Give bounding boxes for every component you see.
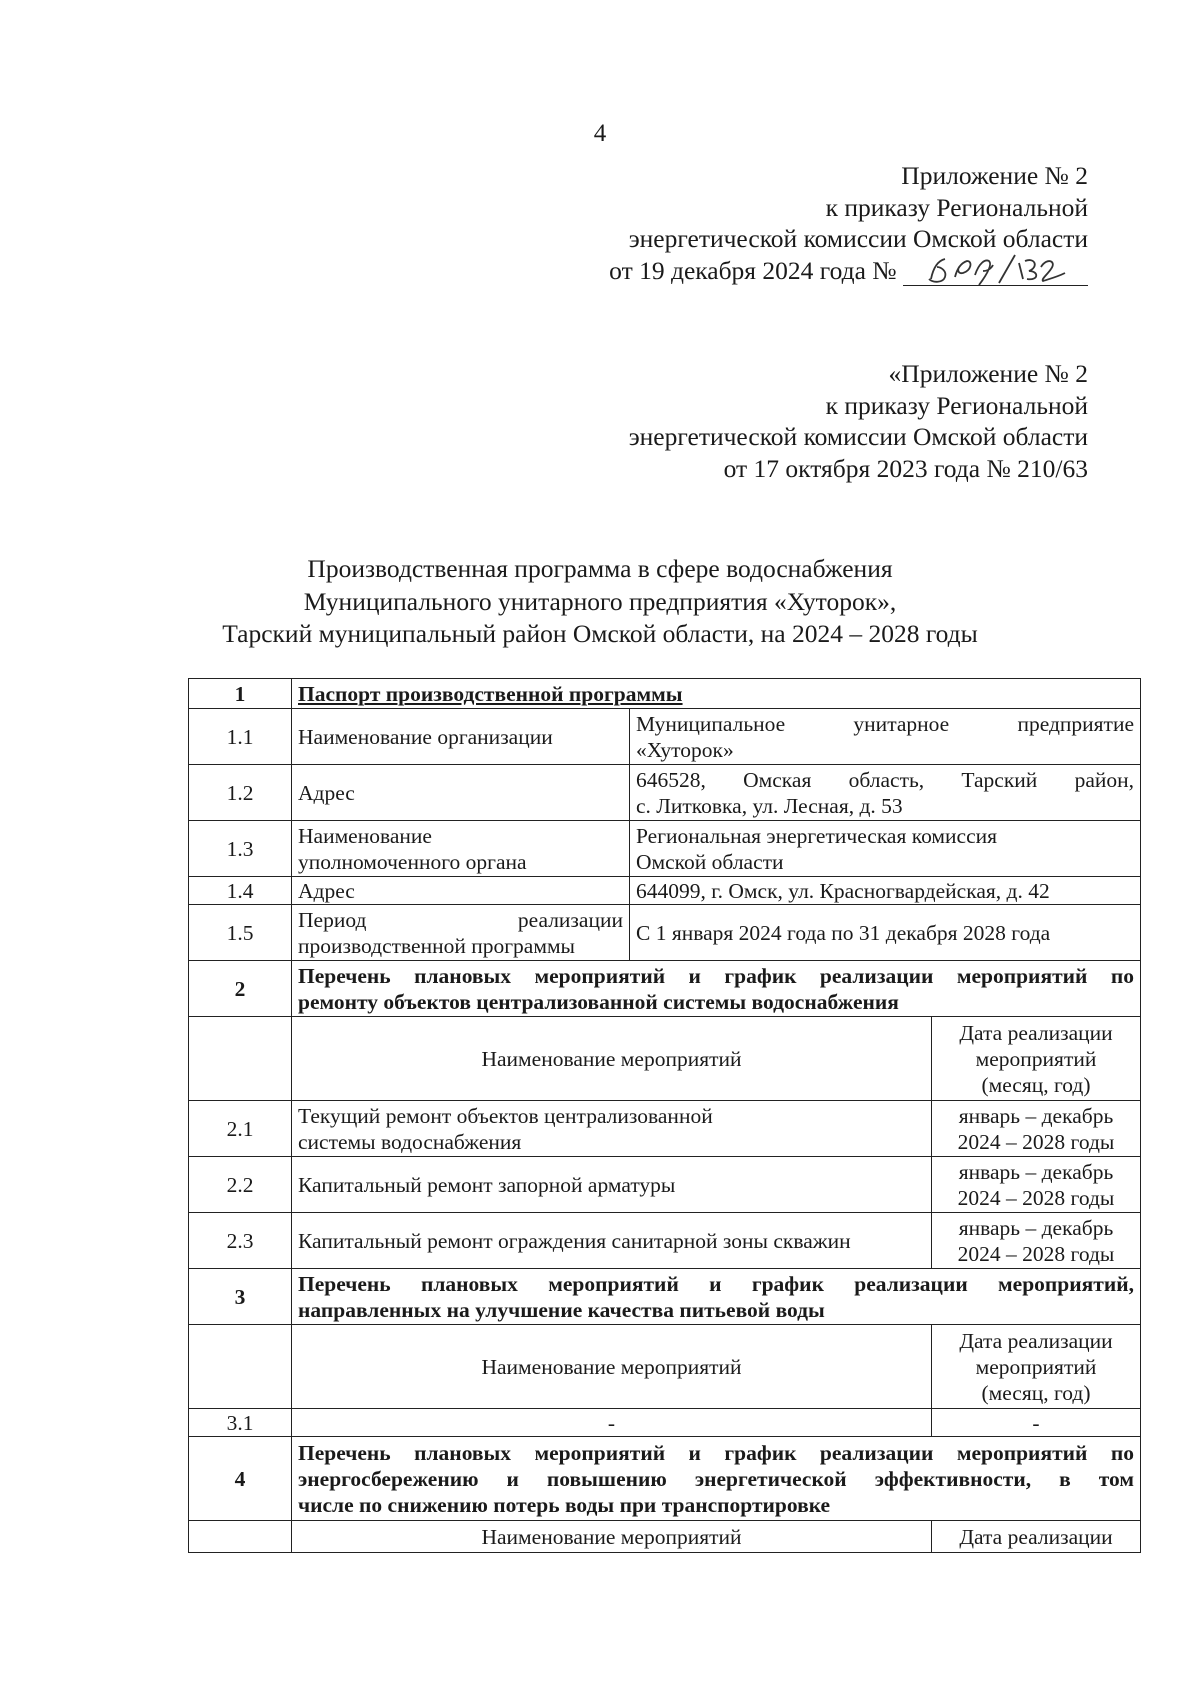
value-line: с. Литковка, ул. Лесная, д. 53 bbox=[636, 793, 903, 818]
value-line: Региональная энергетическая комиссия bbox=[636, 823, 998, 848]
row-date: - bbox=[932, 1409, 1141, 1437]
section-number: 3 bbox=[189, 1269, 292, 1325]
row-number: 3.1 bbox=[189, 1409, 292, 1437]
row-name bbox=[292, 1101, 932, 1157]
row-label: Адрес bbox=[292, 877, 630, 905]
column-header-name: Наименование мероприятий bbox=[292, 1325, 932, 1409]
appendix-order-ref: к приказу Региональной bbox=[825, 192, 1088, 222]
section-number: 4 bbox=[189, 1437, 292, 1521]
section-title: Паспорт производственной программы bbox=[292, 679, 1141, 709]
section-2-row bbox=[189, 961, 1141, 1017]
row-name: - bbox=[292, 1409, 932, 1437]
label-line: уполномоченного органа bbox=[298, 849, 527, 874]
section-number: 1 bbox=[189, 679, 292, 709]
title-line: Перечень плановых мероприятий и график реализации мероприятий по bbox=[298, 963, 1134, 988]
title-line: направленных на улучшение качества питьевой воды bbox=[298, 1297, 825, 1322]
table-row bbox=[189, 709, 1141, 765]
date-line: январь – декабрь bbox=[958, 1103, 1114, 1128]
row-value bbox=[630, 765, 1141, 821]
table-row bbox=[189, 877, 1141, 905]
name-line: системы водоснабжения bbox=[298, 1129, 522, 1154]
date-line: январь – декабрь bbox=[958, 1215, 1114, 1240]
row-label: Адрес bbox=[292, 765, 630, 821]
section-number: 2 bbox=[189, 961, 292, 1017]
label-line: Период реализации bbox=[298, 907, 623, 932]
appendix-order-date bbox=[609, 255, 1088, 287]
title-line: ремонту объектов централизованной системы водоснабжения bbox=[298, 989, 899, 1014]
empty-cell bbox=[189, 1325, 292, 1409]
column-header-date: Дата реализации bbox=[932, 1521, 1141, 1553]
column-header-name: Наименование мероприятий bbox=[292, 1017, 932, 1101]
title-line-3: Тарский муниципальный район Омской области, на 2024 – 2028 годы bbox=[222, 619, 978, 648]
table-row bbox=[189, 905, 1141, 961]
value-line: «Хуторок» bbox=[636, 737, 734, 762]
title-line: Перечень плановых мероприятий и график реализации мероприятий по bbox=[298, 1440, 1134, 1465]
title-line: числе по снижению потерь воды при транспортировке bbox=[298, 1492, 831, 1517]
row-name: Капитальный ремонт ограждения санитарной зоны скважин bbox=[292, 1213, 932, 1269]
section-4-header-row bbox=[189, 1521, 1141, 1553]
table-row bbox=[189, 765, 1141, 821]
appendix-header-original bbox=[629, 358, 1088, 484]
label-line: производственной программы bbox=[298, 933, 576, 958]
row-number: 1.5 bbox=[189, 905, 292, 961]
row-value bbox=[630, 821, 1141, 877]
appendix-commission: энергетической комиссии Омской области bbox=[628, 224, 1088, 253]
page-number: 4 bbox=[593, 120, 607, 147]
row-number: 1.3 bbox=[189, 821, 292, 877]
row-value: 644099, г. Омск, ул. Красногвардейская, д. 42 bbox=[630, 877, 1141, 905]
date-line: январь – декабрь bbox=[958, 1159, 1114, 1184]
row-number: 2.2 bbox=[189, 1157, 292, 1213]
value-line: Муниципальное унитарное предприятие bbox=[636, 711, 1134, 736]
original-appendix-title: «Приложение № 2 bbox=[888, 359, 1088, 388]
table-row bbox=[189, 821, 1141, 877]
row-label bbox=[292, 821, 630, 877]
row-number: 1.4 bbox=[189, 877, 292, 905]
header-line: мероприятий bbox=[975, 1046, 1097, 1071]
row-number: 1.2 bbox=[189, 765, 292, 821]
empty-cell bbox=[189, 1017, 292, 1101]
title-line: Перечень плановых мероприятий и график реализации мероприятий, bbox=[298, 1271, 1134, 1296]
label-line: Наименование bbox=[298, 823, 432, 848]
title-line-1: Производственная программа в сфере водоснабжения bbox=[307, 554, 893, 583]
row-date bbox=[932, 1101, 1141, 1157]
section-title bbox=[292, 961, 1141, 1017]
row-name: Капитальный ремонт запорной арматуры bbox=[292, 1157, 932, 1213]
header-line: Дата реализации bbox=[959, 1020, 1113, 1045]
empty-cell bbox=[189, 1521, 292, 1553]
section-3-row bbox=[189, 1269, 1141, 1325]
date-line: 2024 – 2028 годы bbox=[957, 1185, 1115, 1210]
date-line: 2024 – 2028 годы bbox=[957, 1129, 1115, 1154]
row-number: 2.3 bbox=[189, 1213, 292, 1269]
row-label: Наименование организации bbox=[292, 709, 630, 765]
column-header-date bbox=[932, 1017, 1141, 1101]
header-line: (месяц, год) bbox=[981, 1380, 1091, 1405]
section-title bbox=[292, 1269, 1141, 1325]
header-line: мероприятий bbox=[975, 1354, 1097, 1379]
appendix-title: Приложение № 2 bbox=[901, 161, 1088, 190]
table-row bbox=[189, 1409, 1141, 1437]
row-value: С 1 января 2024 года по 31 декабря 2028 года bbox=[630, 905, 1141, 961]
row-number: 2.1 bbox=[189, 1101, 292, 1157]
header-line: (месяц, год) bbox=[981, 1072, 1091, 1097]
order-date-text: от 19 декабря 2024 года № bbox=[609, 255, 897, 285]
row-date bbox=[932, 1157, 1141, 1213]
row-label bbox=[292, 905, 630, 961]
date-line: 2024 – 2028 годы bbox=[957, 1241, 1115, 1266]
section-4-row bbox=[189, 1437, 1141, 1521]
row-date bbox=[932, 1213, 1141, 1269]
table-row bbox=[189, 1213, 1141, 1269]
original-appendix-order-date: от 17 октября 2023 года № 210/63 bbox=[723, 453, 1088, 483]
handwriting-icon bbox=[923, 249, 1073, 289]
value-line: Омской области bbox=[636, 849, 784, 874]
section-2-header-row bbox=[189, 1017, 1141, 1101]
document-title bbox=[0, 553, 1200, 651]
production-program-table bbox=[188, 678, 1141, 1553]
section-1-row bbox=[189, 679, 1141, 709]
column-header-date bbox=[932, 1325, 1141, 1409]
table-row bbox=[189, 1101, 1141, 1157]
value-line: 646528, Омская область, Тарский район, bbox=[636, 767, 1134, 792]
column-header-name: Наименование мероприятий bbox=[292, 1521, 932, 1553]
name-line: Текущий ремонт объектов централизованной bbox=[298, 1103, 713, 1128]
handwritten-order-number bbox=[903, 257, 1088, 286]
row-value bbox=[630, 709, 1141, 765]
original-appendix-commission: энергетической комиссии Омской области bbox=[628, 422, 1088, 451]
header-line: Дата реализации bbox=[959, 1328, 1113, 1353]
title-line-2: Муниципального унитарного предприятия «Хуторок», bbox=[303, 586, 897, 616]
section-3-header-row bbox=[189, 1325, 1141, 1409]
appendix-header-current bbox=[609, 160, 1088, 286]
title-line: энергосбережению и повышению энергетической эффективности, в том bbox=[298, 1466, 1134, 1491]
table-row bbox=[189, 1157, 1141, 1213]
row-number: 1.1 bbox=[189, 709, 292, 765]
original-appendix-order-ref: к приказу Региональной bbox=[825, 390, 1088, 420]
section-title bbox=[292, 1437, 1141, 1521]
